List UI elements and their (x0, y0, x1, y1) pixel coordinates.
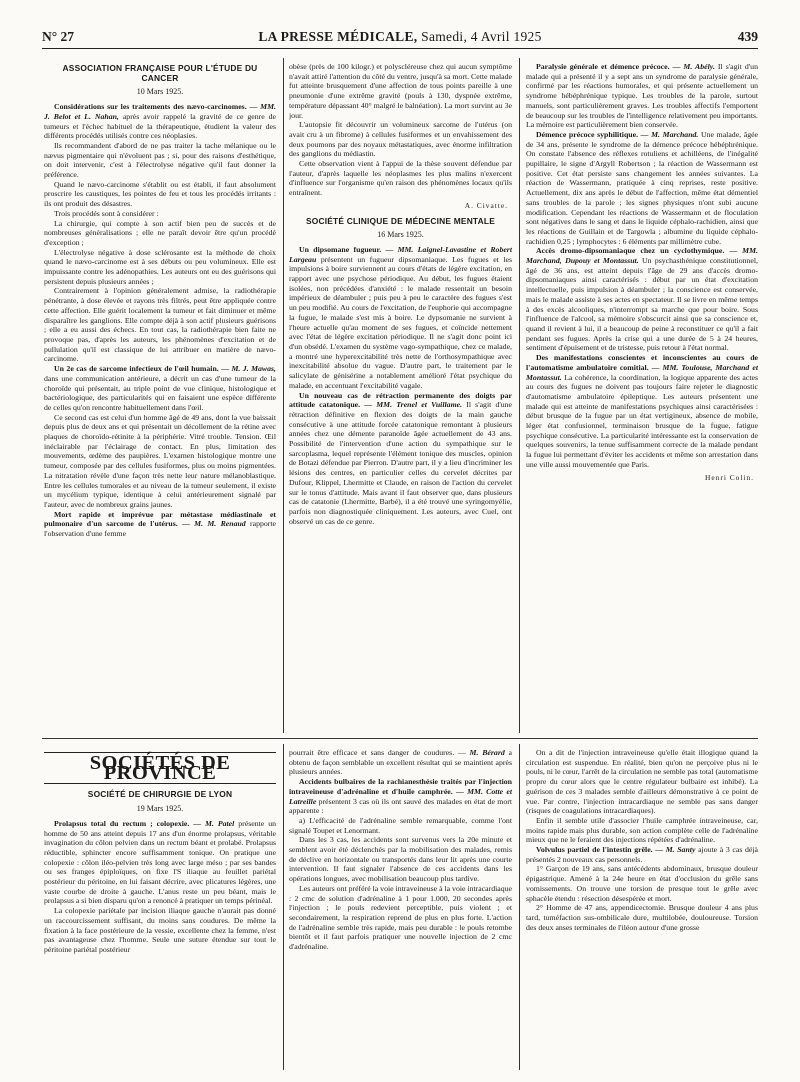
paragraph (44, 819, 276, 906)
column-rule (283, 744, 284, 1070)
paragraph: Cette observation vient à l'appui de la thèse souvent défendue par l'auteur, d'après laquelle les néoplasmes les plus malins n'exercent d'influence sur l'organisme qu'en raison des phénomènes locaux qu'ils entraînent. (289, 159, 512, 198)
journal-title (42, 29, 758, 45)
paragraph (44, 510, 276, 539)
item-title: Démence précoce syphilitique. — (536, 129, 649, 139)
section-title: SOCIÉTÉ CLINIQUE DE MÉDECINE MENTALE (306, 215, 495, 226)
item-title: Prolapsus total du rectum ; colopexie. — (54, 818, 202, 828)
journal-name: LA PRESSE MÉDICALE, (258, 29, 418, 44)
paragraph: Dans les 3 cas, les accidents sont survenus vers la 20e minute et semblent avoir été déclenchés par la mobilisation des malades, remis de déclive en horizontale ou transportés dans leur lit après une courte intervention. Il faut signaler l'absence de ces accidents dans les opérations longues, avec mobilisation beaucoup plus tardive. (289, 835, 512, 884)
item-authors: MM. Marchand, Dupouy et Montassut. (526, 246, 758, 266)
issue-number: N° 27 (42, 29, 75, 44)
column-2 (289, 62, 512, 734)
item-authors: M. Santy (665, 845, 696, 855)
item-text: a obtenu de façon semblable un excellent résultat qui se maintient après plusieurs années. (289, 748, 512, 777)
paragraph: Les auteurs ont préféré la voie intraveineuse à la voie intracardiaque : 2 cmc de solution d'adrénaline à 1 pour 1.000, 20 secondes après l'injection ; le pouls redevient perceptible, puis violent ; et secondairement, la respiration reprend de plus en plus forte. L'action de l'adrénaline semble très rapide, mais peu durable : le pouls retombe bientôt et il faut parfois pratiquer une nouvelle injection de 2 cmc d'adrénaline. (289, 883, 512, 952)
item-title: Accès dromo-dipsomaniaque chez un cyclothymique. — (536, 246, 738, 256)
item-text: après avoir rappelé la gravité de ce genre de tumeurs et l'échec habituel de la thérapeutique, étudient la valeur des différents procédés utilisés contre ces néoplasies. (44, 111, 276, 141)
item-title: Paralysie générale et démence précoce. — (536, 62, 681, 71)
item-title: Accidents bulbaires de la rachianesthésie traités par l'injection intraveineuse d'adrénaline et d'huile camphrée. — (289, 777, 512, 796)
item-text: Il s'agit d'un malade qui a présenté il y a sept ans un syndrome de paralysie générale, confirmé par les réactions humorales, et qui présente actuellement un syndrome hébéphrénique typique. Les troubles de la parole, surtout manuels, sont particulièrement graves. Les troubles affectifs l'emportent de beaucoup sur les troubles de l'intelligence relativement peu importants. La mémoire est particulièrement bien conservée. (526, 62, 758, 130)
column-rule (519, 744, 520, 1070)
page-number: 439 (737, 29, 758, 44)
item-authors: M. Bérard (469, 748, 505, 757)
column-rule (283, 58, 284, 733)
item-title: Un 2e cas de sarcome infectieux de l'œil humain. (54, 364, 219, 374)
item-text: rapporte l'observation d'une femme (44, 519, 276, 539)
section-divider (42, 738, 758, 739)
item-authors: MM. Cotte et Latreille (289, 786, 512, 806)
item-text: pourrait être efficace et sans danger de coudures. — (289, 748, 466, 757)
item-text: dans une communication antérieure, a décrit un cas d'une tumeur de la choroïde qui présentait, au triple point de vue clinique, histologique et bactériologique, des particularités qui en faisaient une espèce différente de celles qu'on rencontre habituellement dans l'œil. (44, 373, 276, 412)
item-text: présentent un fugueur dipsomaniaque. Les fugues et les impulsions à boire surviennent au cours d'états de légère excitation, en rapport avec une psychose périodique. Au début, les fugues étaient isolées, non précédées d'anxiété : le malade ressentait un besoin impérieux de déambuler ; puis peu à peu le caractère des fugues s'est un peu modifié. Au cours de l'excitation, de l'euphorie qui accompagne la fugue, le malade s'est mis à boire. Le dypsomanie ne survient à l'heure actuelle qu'au moment de ses fugues, et coïncide nettement avec l'état de légère excitation périodique. Il ne s'agit donc point ici d'un obsédé. L'examen du système vago-sympathique, chez ce malade, a montré une hyperexcitabilité très nette de l'orthosympathique avec inexcitabilité absolue du vague. D'autre part, le traitement par le salicylate de génisérine a notablement amélioré l'état psychique du malade, en accentuant l'excitabilité vagale. (289, 254, 512, 390)
paragraph: 2° Homme de 47 ans, appendicectomie. Brusque douleur 4 ans plus tard, tuméfaction sus-ombilicale dure, multilobée, douloureuse. Torsion des deux anses terminales de l'iléon autour d'une grosse (526, 903, 758, 932)
big-section-title: SOCIÉTÉS DE PROVINCE (44, 752, 276, 784)
item-text: La cohérence, la coordination, la logique apparente des actes au cours des fugues ne doivent pas toujours faire rejeter le diagnostic d'automatisme ambulatoire épileptique. Les auteurs présentent une malade qui est atteinte de manifestations psychiques ainsi caractérisées : début brusque de la fugue par un état vertigineux, absence de mobile, léger état confusionnel, terminaison brusque de la fugue, fatigue psychique consécutive. La particularité intéressante est la conservation de quelques souvenirs, la tenue suffisamment correcte de la malade pendant la fugue lui permettant d'éviter les accidents et même son arrestation dans une ville aussi mouvementée que Paris. (526, 372, 758, 469)
item-text: présente un homme de 50 ans atteint depuis 17 ans d'un énorme prolapsus, véritable invagination du côlon pelvien dans un rectum béant et prolabé. Prolapsus réductible, sphincter encore suffisamment tonique. On pratique une colopexie : côlon iléo-pelvien très long avec large méso ; par ses bandes ou ses franges épiploïques, on fixe l'S iliaque au feuillet pariétal postérieur du péritoine, en lui faisant décrire, avec plicatures légères, une vaste courbe de droite à gauche. L'anus reste un peu béant, mais le prolapsus a si bien disparu qu'on a renoncé à pratiquer un temps périnéal. (44, 818, 276, 906)
item-text: Il s'agit d'une rétraction définitive en flexion des doigts de la main gauche consécutive à une attitude forcée catatonique remontant à plusieurs années chez une démente paranoïde âgée actuellement de 43 ans. Possibilité de l'intervention d'une action du sympathique sur le sarcoplasma, lequel représente l'élément tonique des muscles, opinion de Botazi défendue par Pierron. D'autre part, il y a lieu d'incriminer les lésions des centres, en particulier celles du cervelet décrites par Dufour, Klippel, Lhermitte et Claude, en raison de l'action du cervelet sur le tonus d'attitude. Mais avant il faut observer que, dans plusieurs cas de catatonie (Lhermitte, Barbé), il a été trouvé une syringomyélie, parfois non diagnostiquée cliniquement. Les auteurs, avec Cuel, ont observé un cas de ce genre. (289, 400, 512, 526)
item-authors: MM. J. Belot et L. Nahan, (44, 102, 276, 121)
item-authors: — M. J. Mawas, (221, 364, 276, 374)
paragraph: On a dit de l'injection intraveineuse qu'elle était illogique quand la circulation est suspendue. En réalité, bien qu'on ne perçoive plus ni le pouls, ni le cœur, l'arrêt de la circulation ne semble pas total (automatisme propre du cœur alors que le centre régulateur bulbaire est inhibé). La guérison de ces 3 malades semble d'ailleurs démonstrative à ce point de vue. Par contre, l'injection intracardiaque ne semble pas sans danger (risques de coagulations intracardiaques). (526, 748, 758, 816)
paragraph (526, 62, 758, 130)
item-text: ajoute à 3 cas déjà présentés 2 nouveaux cas personnels. (526, 845, 758, 864)
column-3 (526, 62, 758, 734)
paragraph: Ce second cas est celui d'un homme âgé de 49 ans, dont la vue baissait depuis plus de deux ans et qui présentait un décollement de la rétine avec plaques de choroïdo-rétinite à la périphérie. Vitré trouble. Tension. Œil inéclairable par l'éclairage de contact. En plus, limitation des mouvements, œdème des paupières. L'examen histologique montre une tumeur, composée par des cellules fusiformes, plus ou moins pigmentées. La nitratation révèle d'une façon très nette leur nature mélanoblastique. Entre les cellules tumorales et au niveau de la tumeur seulement, il existe un mycélium typique, identique à celui antérieurement signalé par l'auteur, avec de nombreux grains jaunes. (44, 412, 276, 509)
paragraph: L'autopsie fit découvrir un volumineux sarcome de l'utérus (on avait cru à un fibrome) à cellules fusiformes et un envahissement des deux poumons par des noyaux métastatiques, avec énorme infiltration des ganglions du médiastin. (289, 120, 512, 159)
paragraph: 1° Garçon de 19 ans, sans antécédents abdominaux, brusque douleur épigastrique. Amené à la 24e heure en état d'occlusion du grêle sans vomissements. On trouve une torsion de presque tout le grêle avec sphacèle étendu : résection désespérée et mort. (526, 864, 758, 903)
signature: Henri Colin. (705, 472, 754, 482)
paragraph: La colopexie pariétale par incision iliaque gauche n'aurait pas donné un raccourcissement suffisant, du moins sans coudures. De même la fixation à la face postérieure de la vessie, excellente chez la femme, n'est pas avantageuse chez l'homme. Seule une suture étendue sur tout le péritoine pariétal postérieur (44, 906, 276, 954)
paragraph (526, 845, 758, 864)
section-date: 10 Mars 1925. (136, 87, 184, 97)
item-authors: M. Abély. (683, 62, 715, 71)
item-title: Considérations sur les traitements des nævo-carcinomes. — (54, 102, 258, 112)
paragraph (289, 245, 512, 391)
paragraph (526, 246, 758, 353)
item-authors: MM. Trenel et Vuillame. (376, 400, 463, 410)
section-date: 19 Mars 1925. (136, 804, 184, 814)
paragraph: a) L'efficacité de l'adrénaline semble remarquable, comme l'ont signalé Toupet et Lenormant. (289, 815, 512, 835)
paragraph: obèse (près de 100 kilogr.) et polyscléreuse chez qui aucun symptôme n'avait attiré l'attention du côté du ventre, jusqu'à sa mort. Cette malade fut atteinte brusquement d'une affection de tous points pareille à une pneumonie d'une extrême gravité (pouls à 130, dyspnée extrême, température dépassant 40° malgré le balnéation). La mort survint au 3e jour. (289, 62, 512, 120)
item-authors: M. M. Renaud (194, 519, 246, 529)
province-column-2 (289, 748, 512, 1074)
item-authors: M. Marchand. (651, 129, 699, 139)
item-title: Volvulus partiel de l'intestin grêle. — (536, 845, 664, 855)
item-title: Mort rapide et imprévue par métastase médiastinale et pulmonaire d'un sarcome de l'utérus. — (44, 509, 276, 529)
item-text: présentent 3 cas où ils ont sauvé des malades en état de mort apparente : (289, 796, 512, 816)
item-text: Un psychasthénique constitutionnel, âgé de 36 ans, est atteint depuis l'âge de 29 ans d'accès dromo-dipsomaniaques ainsi caractérisés : début par un état d'excitation intellectuelle, puis impulsion à déambuler ; la conscience est conservée, mais le malade assiste à ses actes en spectateur. Il se livre en même temps à des excès alcooliques, n'interrompt sa marche que pour boire. Sous l'influence de l'alcool, sa mémoire s'obscurcit ainsi que sa conscience et, quand il revient à lui, il a beaucoup de peine à reconstituer ce qu'il a fait pendant ses fugues. Après la crise qui a une durée de 5 à 24 heures, sentiment d'épuisement et de tristesse, puis retour à l'état normal. (526, 256, 758, 353)
running-header (42, 26, 758, 49)
column-rule (519, 58, 520, 733)
paragraph (526, 353, 758, 469)
paragraph: Enfin il semble utile d'associer l'huile camphrée intraveineuse, car, moins rapide mais plus durable, son action complète celle de l'adrénaline mieux que ne le feraient des injections répétées d'adrénaline. (526, 815, 758, 845)
item-authors: MM. Laignel-Lavastine et Robert Largeau (289, 244, 512, 264)
signature: A. Civatte. (464, 200, 508, 210)
section-date: 16 Mars 1925. (377, 230, 424, 240)
paragraph (289, 391, 512, 527)
paragraph (289, 777, 512, 816)
province-column-1 (44, 748, 276, 1074)
paragraph: L'électrolyse négative à dose sclérosante est la méthode de choix quand le nævo-carcinome est à ses débuts ou peu volumineux. Elle est impuissante contre les adénopathies. Les auteurs ont eu des guérisons qui persistent depuis plusieurs années ; (44, 247, 276, 286)
item-authors: MM. Toulouse, Marchand et Montassut. (526, 362, 758, 382)
item-title: Un nouveau cas de rétraction permanente des doigts par attitude catatonique. — (289, 390, 512, 410)
paragraph (44, 102, 276, 141)
paragraph: Trois procédés sont à considérer : (54, 208, 159, 218)
section-title: ASSOCIATION FRANÇAISE POUR L'ÉTUDE DU CANCER (62, 63, 258, 83)
item-title: Des manifestations conscientes et inconscientes au cours de l'automatisme ambulatoire comitial. — (526, 353, 758, 372)
paragraph: Contrairement à l'opinion généralement admise, la radiothérapie pénétrante, à dose élevée et rayons très filtrés, peut être appliquée contre cette affection. Elle guérit localement la tumeur et fait diminuer et même disparaître les ganglions. Elle compte déjà à son actif plusieurs guérisons ; elle a eu aussi des échecs. En tout cas, la radiothérapie bien faite ne provoque pas, d'après les auteurs, les phénomènes d'excitation et de pullulation qu'il est classique de lui attribuer en matière de nævo-carcinome. (44, 286, 276, 364)
paragraph: La chirurgie, qui compte à son actif bien peu de succès et de nombreuses généralisations ; elle ne paraît devoir être qu'un procédé d'exception ; (44, 218, 276, 247)
paragraph: Ils recommandent d'abord de ne pas traiter la tache mélanique ou le nævus pigmentaire qui n'évoluent pas ; si, pour des raisons d'esthétique, on doit intervenir, c'est à l'électrolyse négative qu'il faut donner la préférence. (44, 140, 276, 180)
province-column-3 (526, 748, 758, 1074)
paragraph (44, 364, 276, 413)
item-title: Un dipsomane fugueur. — (299, 244, 394, 254)
paragraph (526, 130, 758, 246)
paragraph: Quand le nævo-carcinome s'établit ou est établi, il faut absolument proscrire les caustiques, les pointes de feu et tous les procédés irritants : ils ont produit des désastres. (44, 179, 276, 209)
section-title: SOCIÉTÉ DE CHIRURGIE DE LYON (87, 789, 233, 800)
paragraph (289, 748, 512, 777)
issue-date: Samedi, 4 Avril 1925 (421, 29, 542, 44)
item-text: Une malade, âgée de 34 ans, présente le syndrome de la démence précoce hébéphrénique. On constate l'absence des réflexes rotuliens et achilléens, de l'inégalité pupillaire, le signe d'Argyll Robertson ; la réaction de Wassermann est positive. Cet état persiste sans changement les années suivantes. La réaction de Wassermann, pratiquée à cinq reprises, reste positive. Actuellement, dix ans après le début de l'affection, même état démentiel sans troubles de la parole ; les signes physiques n'ont subi aucune modification. Cependant les réactions de Wassermann et de floculation sont négatives dans le sang et dans le liquide céphalo-rachidien, ainsi que les réactions de Guillain et de Targowla ; albumine du liquide céphalo-rachidien 0,25 ; lymphocytes : 6 éléments par millimètre cube. (526, 129, 758, 246)
column-1 (44, 62, 276, 734)
item-authors: M. Patel (205, 818, 235, 828)
